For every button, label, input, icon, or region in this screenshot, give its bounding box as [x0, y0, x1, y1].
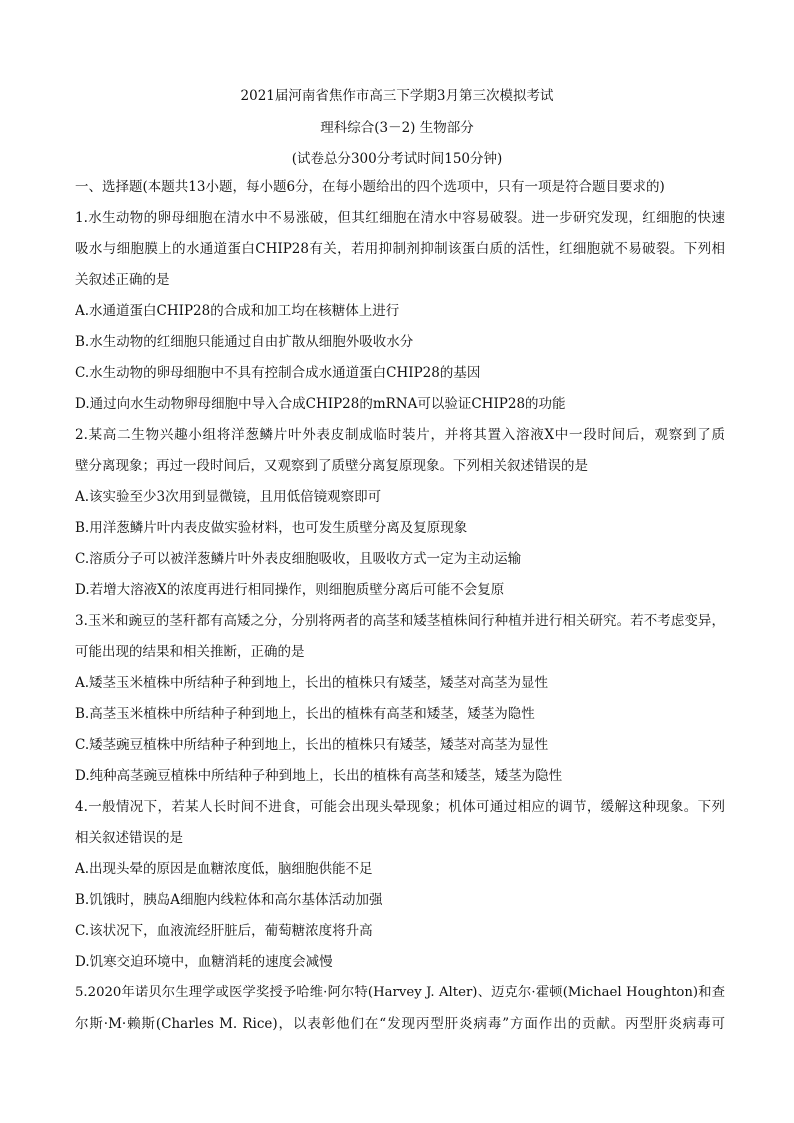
q2-option-a: A.该实验至少3次用到显微镜，且用低倍镜观察即可 — [75, 489, 382, 505]
exam-subtitle: 理科综合(3－2) 生物部分 — [320, 120, 474, 136]
q2-option-d: D.若增大溶液X的浓度再进行相同操作，则细胞质壁分离后可能不会复原 — [75, 582, 505, 598]
exam-title: 2021届河南省焦作市高三下学期3月第三次模拟考试 — [240, 88, 554, 104]
q5-stem-line: 5.2020年诺贝尔生理学或医学奖授予哈维·阿尔特(Harvey J. Alter)、迈克尔·霍顿(Michael Houghton)和查 — [75, 985, 725, 1000]
q1-option-a: A.水通道蛋白CHIP28的合成和加工均在核糖体上进行 — [75, 303, 400, 319]
q3-option-d: D.纯种高茎豌豆植株中所结种子种到地上，长出的植株有高茎和矮茎，矮茎为隐性 — [75, 768, 563, 784]
q4-option-a: A.出现头晕的原因是血糖浓度低，脑细胞供能不足 — [75, 861, 373, 877]
q1-stem-line: 关叙述正确的是 — [75, 272, 170, 288]
q2-stem-line: 壁分离现象；再过一段时间后，又观察到了质壁分离复原现象。下列相关叙述错误的是 — [75, 458, 588, 474]
q2-option-b: B.用洋葱鳞片叶内表皮做实验材料，也可发生质壁分离及复原现象 — [75, 520, 468, 536]
q1-option-b: B.水生动物的红细胞只能通过自由扩散从细胞外吸收水分 — [75, 334, 414, 350]
q4-option-d: D.饥寒交迫环境中，血糖消耗的速度会减慢 — [75, 954, 333, 970]
q1-stem-line: 吸水与细胞膜上的水通道蛋白CHIP28有关，若用抑制剂抑制该蛋白质的活性，红细胞就不易破裂。下列相 — [75, 241, 725, 257]
section-heading: 一、选择题(本题共13小题，每小题6分，在每小题给出的四个选项中，只有一项是符合题目要求的) — [75, 179, 665, 195]
q3-stem-line: 可能出现的结果和相关推断，正确的是 — [75, 644, 305, 660]
q2-stem-line: 2.某高二生物兴趣小组将洋葱鳞片叶外表皮制成临时装片，并将其置入溶液X中一段时间后，观察到了质 — [75, 427, 725, 443]
q1-stem-line: 1.水生动物的卵母细胞在清水中不易涨破，但其红细胞在清水中容易破裂。进一步研究发现，红细胞的快速 — [75, 210, 725, 226]
q3-stem-line: 3.玉米和豌豆的茎秆都有高矮之分，分别将两者的高茎和矮茎植株间行种植并进行相关研究。若不考虑变异， — [75, 613, 725, 629]
q3-option-b: B.高茎玉米植株中所结种子种到地上，长出的植株有高茎和矮茎，矮茎为隐性 — [75, 706, 535, 722]
q4-stem-line: 相关叙述错误的是 — [75, 830, 183, 846]
exam-note: (试卷总分300分考试时间150分钟) — [291, 151, 503, 167]
q1-option-c: C.水生动物的卵母细胞中不具有控制合成水通道蛋白CHIP28的基因 — [75, 365, 481, 381]
q5-stem-line: 尔斯·M·赖斯(Charles M. Rice)，以表彰他们在“发现丙型肝炎病毒”方面作出的贡献。丙型肝炎病毒可 — [75, 1016, 725, 1032]
q4-option-c: C.该状况下，血液流经肝脏后，葡萄糖浓度将升高 — [75, 923, 373, 939]
q1-option-d: D.通过向水生动物卵母细胞中导入合成CHIP28的mRNA可以验证CHIP28的功能 — [75, 396, 566, 412]
q3-option-a: A.矮茎玉米植株中所结种子种到地上，长出的植株只有矮茎，矮茎对高茎为显性 — [75, 675, 549, 691]
q3-option-c: C.矮茎豌豆植株中所结种子种到地上，长出的植株只有矮茎，矮茎对高茎为显性 — [75, 737, 549, 753]
q4-stem-line: 4.一般情况下，若某人长时间不进食，可能会出现头晕现象；机体可通过相应的调节，缓解这种现象。下列 — [75, 799, 725, 815]
q2-option-c: C.溶质分子可以被洋葱鳞片叶外表皮细胞吸收，且吸收方式一定为主动运输 — [75, 551, 522, 567]
q4-option-b: B.饥饿时，胰岛A细胞内线粒体和高尔基体活动加强 — [75, 892, 383, 908]
